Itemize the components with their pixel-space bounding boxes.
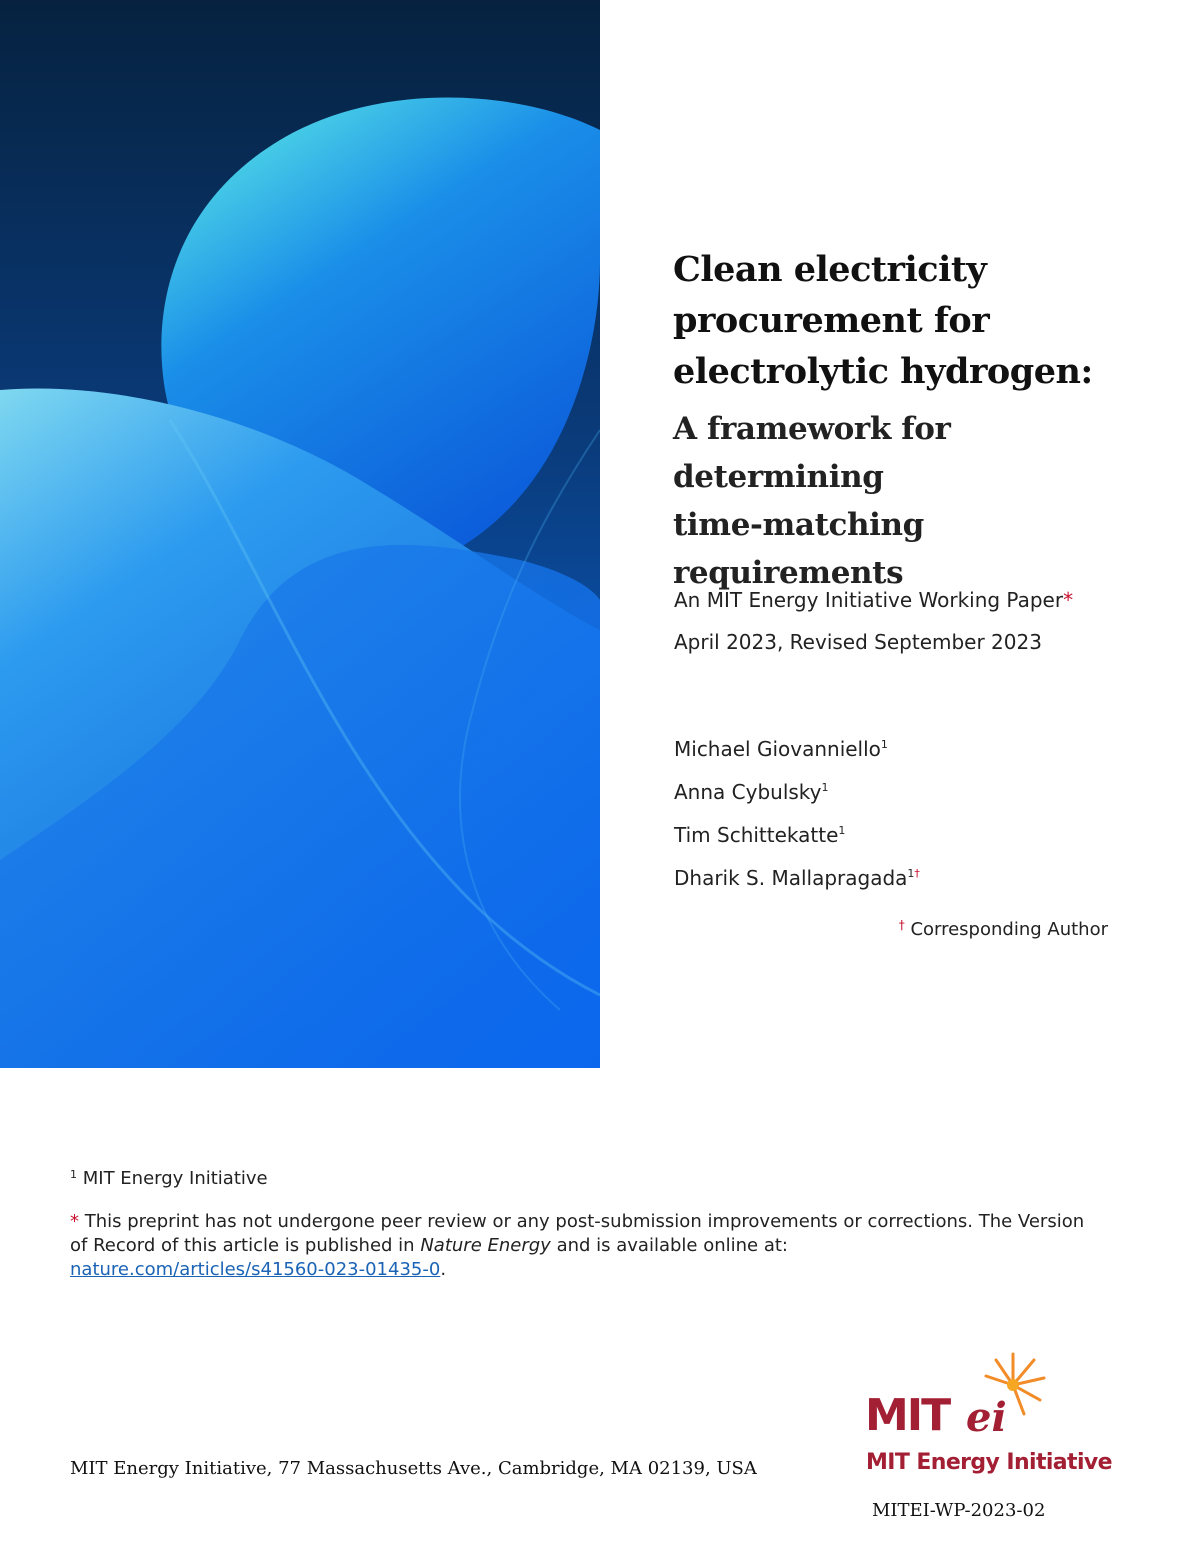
journal-name: Nature Energy xyxy=(420,1235,551,1256)
mitei-logo xyxy=(862,1350,1142,1490)
dagger-marker: † xyxy=(898,918,905,932)
author-list xyxy=(674,728,920,900)
title-line: electrolytic hydrogen: xyxy=(673,351,1093,392)
author: Michael Giovanniello$^1$ xyxy=(674,737,888,761)
publication-date: April 2023, Revised September 2023 xyxy=(674,630,1042,654)
main-title xyxy=(673,244,1153,397)
dagger-marker: † xyxy=(914,867,920,880)
cover-art xyxy=(0,0,600,1068)
paper-number: MITEI-WP-2023-02 xyxy=(872,1500,1046,1521)
corresponding-author-note: † Corresponding Author xyxy=(898,918,1108,940)
title-block xyxy=(673,244,1153,597)
subtitle-line: time-matching requirements xyxy=(673,507,924,591)
article-link[interactable]: nature.com/articles/s41560-023-01435-0 xyxy=(70,1259,441,1280)
logo-ei-text: ei xyxy=(966,1394,1007,1441)
affiliation: $^1$ MIT Energy Initiative xyxy=(70,1168,268,1189)
logo-mit-text: MIT xyxy=(865,1390,950,1441)
asterisk-marker: * xyxy=(1063,588,1074,612)
logo-name: MIT Energy Initiative xyxy=(866,1450,1112,1475)
subtitle xyxy=(673,405,1153,597)
address: MIT Energy Initiative, 77 Massachusetts Ave., Cambridge, MA 02139, USA xyxy=(70,1458,757,1479)
author: Dharik S. Mallapragada$^{1\dagger}$ xyxy=(674,866,920,890)
title-line: procurement for xyxy=(673,300,990,341)
asterisk-marker: * xyxy=(70,1211,79,1232)
author: Anna Cybulsky$^1$ xyxy=(674,780,829,804)
preprint-note: * This preprint has not undergone peer review or any post-submission improvements or corrections. The Version of Record of this article is published in Nature Energy and is available online at: nature.com/articles/s41560-023-01435-0. xyxy=(70,1211,1085,1280)
subtitle-line: A framework for determining xyxy=(673,411,951,495)
author: Tim Schittekatte$^1$ xyxy=(674,823,846,847)
working-paper-label: An MIT Energy Initiative Working Paper* xyxy=(674,588,1074,612)
title-line: Clean electricity xyxy=(673,249,987,290)
